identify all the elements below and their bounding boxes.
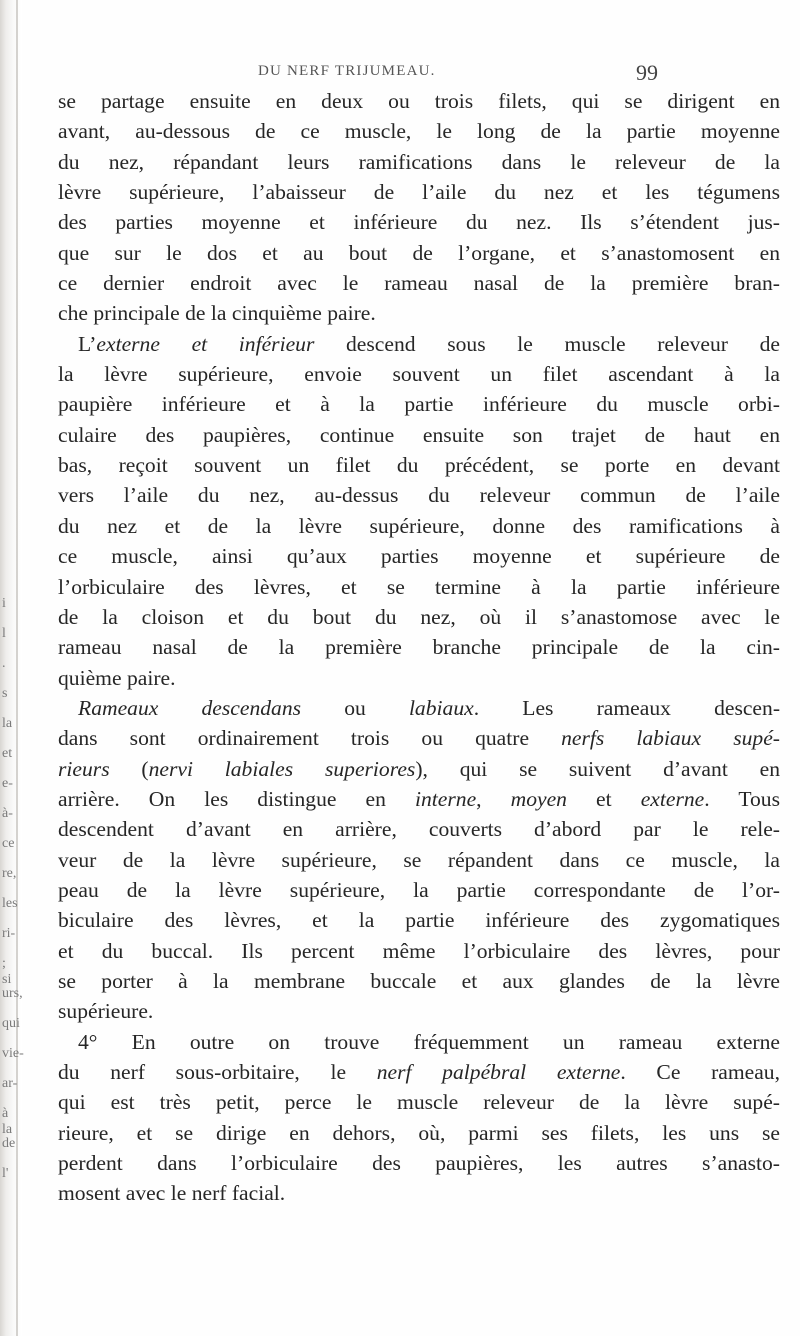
text-segment: bas, reçoit souvent un filet du précédent, se porte en devant [58,453,780,478]
text-segment: , [476,786,511,811]
text-line [58,207,780,237]
italic-term: labiaux [408,695,474,720]
text-segment: culaire des paupières, continue ensuite son trajet de haut en [58,422,780,447]
text-segment: supérieure. [58,999,154,1024]
text-line [58,268,780,298]
margin-fragment: à la [2,1106,13,1137]
text-line [58,1178,780,1208]
text-line [58,1118,780,1148]
text-line [58,1027,780,1057]
text-segment: . Les rameaux descen- [473,695,781,720]
italic-term: nervi labiales superiores [148,756,416,781]
text-line [58,1057,780,1087]
text-line [58,996,780,1026]
text-segment: qui est très petit, perce le muscle releveur de la lèvre supé- [58,1090,780,1115]
text-segment: que sur le dos et au bout de l’organe, et s’anastomosent en [58,240,780,265]
text-segment: mosent avec le nerf facial. [58,1181,286,1206]
margin-fragment: à- [2,806,13,821]
text-segment: rieure, et se dirige en dehors, où, parmi ses filets, les uns se [58,1120,780,1145]
text-line [58,723,780,753]
text-segment: ce muscle, ainsi qu’aux parties moyenne et supérieure de [58,544,780,569]
margin-fragment: les [2,896,18,911]
text-segment: quième paire. [58,665,176,690]
text-line [58,238,780,268]
text-line [58,572,780,602]
italic-term: moyen [510,786,567,811]
margin-fragment: i [2,596,6,611]
text-segment: rameau nasal de la première branche principale de la cin- [58,635,780,660]
text-segment: du nerf sous-orbitaire, le [58,1060,377,1084]
text-segment: ce dernier endroit avec le rameau nasal de la première bran- [58,271,780,296]
text-segment: . Tous [704,786,781,811]
margin-fragment: de [2,1136,16,1151]
text-line [58,845,780,875]
text-segment: du nez, répandant leurs ramifications dans le releveur de la [58,149,780,174]
text-line [58,1087,780,1117]
text-line [58,329,780,359]
italic-term: nerfs labiaux supé- [561,726,780,751]
text-line [58,480,780,510]
binding-line [16,0,18,1336]
text-segment: veur de la lèvre supérieure, se répandent dans ce muscle, la [58,847,780,872]
text-segment: ou [301,695,409,720]
text-line [58,875,780,905]
text-segment: arrière. On les distingue en [58,786,415,811]
text-segment: paupière inférieure et à la partie inférieure du muscle orbi- [58,392,780,417]
text-line [58,1148,780,1178]
running-header: DU NERF TRIJUMEAU. [258,63,436,79]
text-segment: des parties moyenne et inférieure du nez. Ils s’étendent jus- [58,210,780,235]
text-line [58,784,780,814]
margin-fragment: s [2,686,8,701]
italic-term: rieurs [58,756,110,781]
text-segment: descend sous le muscle releveur de [314,331,780,356]
text-line [58,905,780,935]
text-segment: avant, au-dessous de ce muscle, le long de la partie moyenne [58,119,780,144]
text-line [58,754,780,784]
margin-fragment: ar- [2,1076,18,1091]
italic-term: interne [414,786,477,811]
text-segment: . Ce rameau, [620,1060,781,1084]
text-line [58,86,780,116]
text-segment: et [566,786,641,811]
margin-fragment: vie- [2,1046,24,1061]
text-line [58,663,780,693]
margin-fragment: . [2,656,6,671]
text-line [58,814,780,844]
margin-fragment: l [2,626,6,641]
text-line [58,420,780,450]
body-text [58,86,780,1209]
text-segment: de la cloison et du bout du nez, où il s’anastomose avec le [58,604,780,629]
text-segment: du nez et de la lèvre supérieure, donne des ramifications à [58,513,780,538]
text-line [58,511,780,541]
italic-term: externe et inférieur [96,331,315,356]
text-line [58,936,780,966]
text-segment: descendent d’avant en arrière, couverts d’abord par le rele- [58,817,780,842]
text-segment: lèvre supérieure, l’abaisseur de l’aile du nez et les tégumens [58,180,780,205]
text-segment: se partage ensuite en deux ou trois filets, qui se dirigent en [58,89,780,113]
text-line [58,693,780,723]
text-line [58,147,780,177]
text-line [58,116,780,146]
text-line [58,602,780,632]
text-segment: che principale de la cinquième paire. [58,301,376,326]
text-segment: l’orbiculaire des lèvres, et se termine à la partie inférieure [58,574,780,599]
text-segment: ( [109,756,149,781]
text-line [58,389,780,419]
text-segment: peau de la lèvre supérieure, la partie correspondante de l’or- [58,877,780,902]
margin-fragment: ri- [2,926,16,941]
italic-term: nerf palpébral externe [376,1060,621,1084]
margin-fragment: l' [2,1166,9,1181]
margin-fragment: la [2,716,13,731]
text-segment: 4° En outre on trouve fréquemment un rameau externe [78,1029,780,1054]
text-segment: la lèvre supérieure, envoie souvent un filet ascendant à la [58,362,780,387]
page-number: 99 [636,60,658,85]
margin-fragment: e- [2,776,13,791]
text-line [58,541,780,571]
margin-fragment: et [2,746,13,761]
text-line [58,450,780,480]
text-line [58,177,780,207]
text-segment: et du buccal. Ils percent même l’orbiculaire des lèvres, pour [58,938,780,963]
text-line [58,298,780,328]
text-line [58,632,780,662]
text-segment: biculaire des lèvres, et la partie inférieure des zygomatiques [58,908,780,933]
text-line [58,359,780,389]
text-segment: L’ [78,331,97,356]
italic-term: externe [640,786,705,811]
margin-fragment: ; si [2,956,12,987]
italic-term: Rameaux descendans [78,695,302,720]
text-segment: vers l’aile du nez, au-dessus du releveur commun de l’aile [58,483,780,508]
text-segment: se porter à la membrane buccale et aux glandes de la lèvre [58,968,780,993]
text-segment: ), qui se suivent d’avant en [415,756,780,781]
margin-fragment: qui [2,1016,20,1031]
text-segment: dans sont ordinairement trois ou quatre [58,726,562,751]
margin-fragment: ce [2,836,15,851]
text-segment: perdent dans l’orbiculaire des paupières, les autres s’anasto- [58,1151,780,1176]
text-line [58,966,780,996]
margin-fragment: re, [2,866,17,881]
margin-fragment: urs, [2,986,23,1001]
